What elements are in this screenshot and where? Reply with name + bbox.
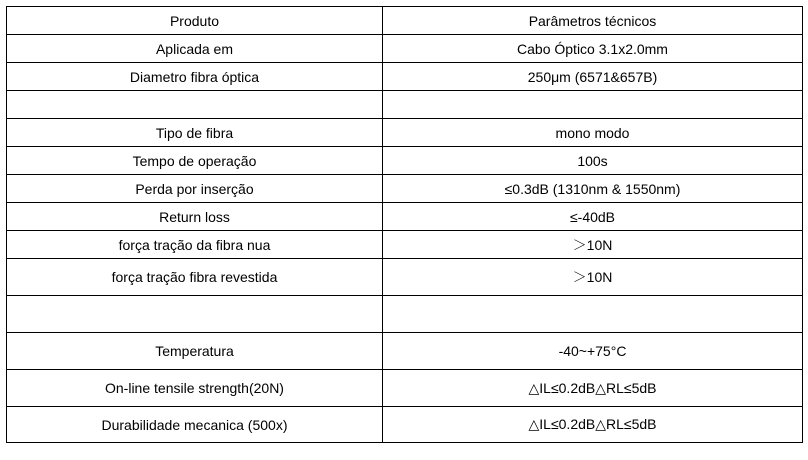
- row-label: Tempo de operação: [7, 147, 383, 175]
- row-value: Cabo Óptico 3.1x2.0mm: [383, 35, 803, 63]
- row-value: -40~+75°C: [383, 333, 803, 370]
- row-value: ＞10N: [383, 231, 803, 259]
- table-row: [7, 370, 803, 407]
- row-label: [7, 296, 383, 333]
- table-row-empty: [7, 91, 803, 119]
- row-label: Perda por inserção: [7, 175, 383, 203]
- row-label: [7, 91, 383, 119]
- table-row-empty: [7, 296, 803, 333]
- table-row: [7, 333, 803, 370]
- row-value: [383, 296, 803, 333]
- column-header-parameters: Parâmetros técnicos: [383, 7, 803, 35]
- column-header-product: Produto: [7, 7, 383, 35]
- row-label: Return loss: [7, 203, 383, 231]
- table-row: [7, 147, 803, 175]
- table-row: [7, 231, 803, 259]
- row-value: [383, 91, 803, 119]
- row-value: 250μm (6571&657B): [383, 63, 803, 91]
- table-row: [7, 407, 803, 443]
- row-label: força tração fibra revestida: [7, 259, 383, 296]
- row-value: △IL≤0.2dB△RL≤5dB: [383, 407, 803, 443]
- table-row: [7, 119, 803, 147]
- spec-table: [6, 6, 803, 443]
- row-label: Aplicada em: [7, 35, 383, 63]
- row-value: mono modo: [383, 119, 803, 147]
- row-label: Durabilidade mecanica (500x): [7, 407, 383, 443]
- row-value: ≤-40dB: [383, 203, 803, 231]
- table-row: [7, 259, 803, 296]
- row-label: Tipo de fibra: [7, 119, 383, 147]
- table-row: [7, 203, 803, 231]
- row-label: força tração da fibra nua: [7, 231, 383, 259]
- row-value: △IL≤0.2dB△RL≤5dB: [383, 370, 803, 407]
- row-label: Diametro fibra óptica: [7, 63, 383, 91]
- table-row: [7, 35, 803, 63]
- row-label: On-line tensile strength(20N): [7, 370, 383, 407]
- table-header-row: [7, 7, 803, 35]
- table-row: [7, 63, 803, 91]
- row-label: Temperatura: [7, 333, 383, 370]
- row-value: 100s: [383, 147, 803, 175]
- row-value: ≤0.3dB (1310nm & 1550nm): [383, 175, 803, 203]
- row-value: ＞10N: [383, 259, 803, 296]
- table-row: [7, 175, 803, 203]
